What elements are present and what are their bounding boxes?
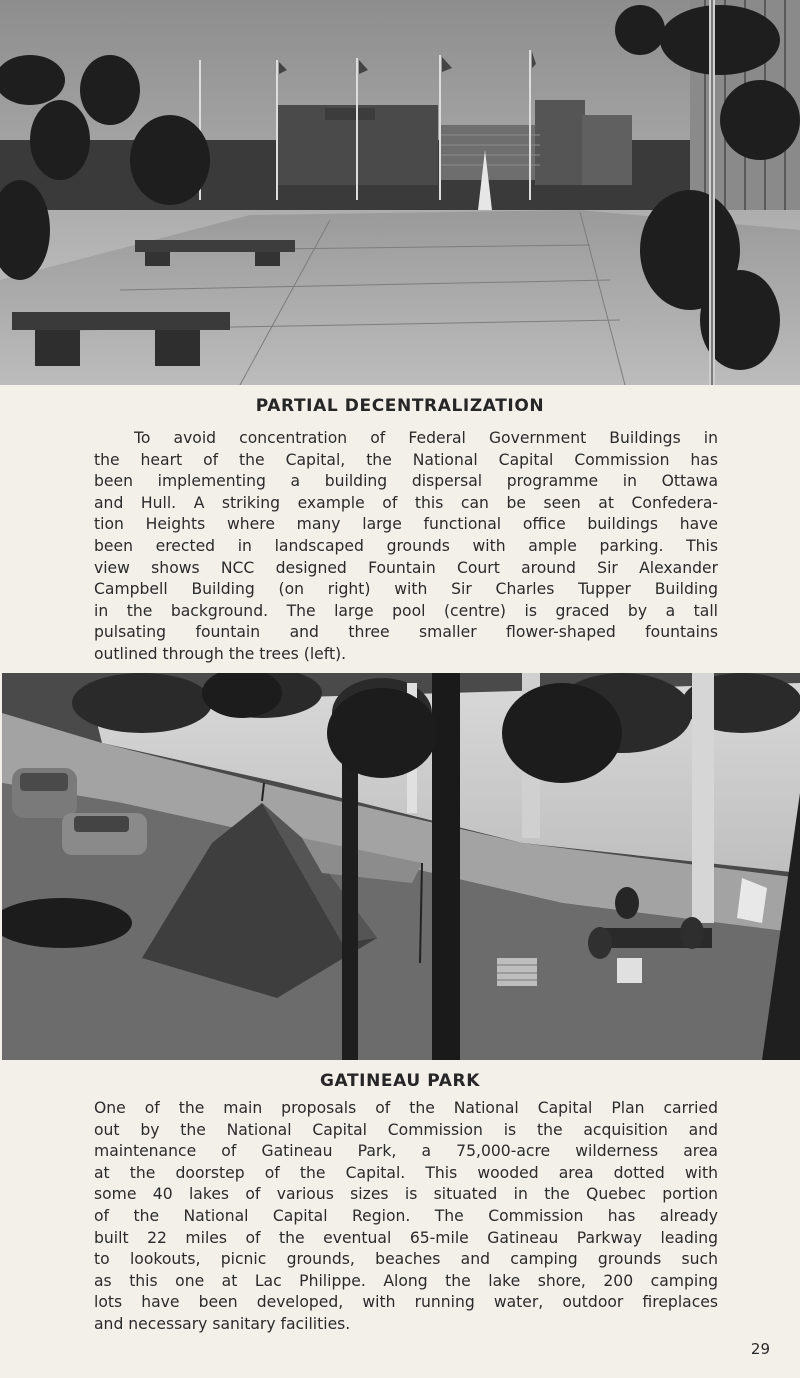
photo-fountain-court — [0, 0, 800, 385]
text-line: view shows NCC designed Fountain Court around Sir Alexander — [94, 558, 718, 577]
text-line: built 22 miles of the eventual 65-mile Gatineau Parkway leading — [94, 1228, 718, 1247]
text-line: To avoid concentration of Federal Government Buildings in — [134, 429, 718, 447]
section-heading-partial-decentralization: PARTIAL DECENTRALIZATION — [255, 396, 545, 416]
text-line: pulsating fountain and three smaller flower-shaped fountains — [94, 623, 718, 642]
text-line: of the National Capital Region. The Commission has already — [94, 1206, 718, 1225]
paragraph-gatineau-park — [94, 1098, 718, 1336]
text-line: as this one at Lac Philippe. Along the lake shore, 200 camping — [94, 1271, 718, 1290]
text-line: lots have been developed, with running water, outdoor fireplaces — [94, 1293, 718, 1312]
text-line: and Hull. A striking example of this can be seen at Confedera- — [94, 493, 718, 512]
text-line: been erected in landscaped grounds with ample parking. This — [94, 536, 718, 555]
text-line: at the doorstep of the Capital. This wooded area dotted with — [94, 1163, 718, 1182]
text-line: tion Heights where many large functional office buildings have — [94, 515, 718, 534]
page-number: 29 — [750, 1340, 770, 1358]
text-line: outlined through the trees (left). — [94, 644, 347, 663]
paragraph-partial-decentralization — [94, 428, 718, 666]
text-line: in the background. The large pool (centre) is graced by a tall — [94, 601, 718, 620]
fountain-court-image — [0, 0, 800, 385]
text-line: the heart of the Capital, the National Capital Commission has — [94, 450, 718, 469]
text-line: Campbell Building (on right) with Sir Charles Tupper Building — [94, 580, 718, 599]
photo-gatineau-campground — [2, 673, 800, 1060]
text-line: been implementing a building dispersal programme in Ottawa — [94, 472, 718, 491]
text-line: and necessary sanitary facilities. — [94, 1314, 351, 1333]
gatineau-campground-image — [2, 673, 800, 1060]
text-line: out by the National Capital Commission is the acquisition and — [94, 1120, 718, 1139]
text-line: One of the main proposals of the National Capital Plan carried — [94, 1099, 718, 1117]
text-line: to lookouts, picnic grounds, beaches and camping grounds such — [94, 1250, 718, 1269]
section-heading-gatineau-park: GATINEAU PARK — [319, 1071, 481, 1091]
text-line: some 40 lakes of various sizes is situated in the Quebec portion — [94, 1185, 718, 1204]
text-line: maintenance of Gatineau Park, a 75,000-acre wilderness area — [94, 1142, 718, 1161]
